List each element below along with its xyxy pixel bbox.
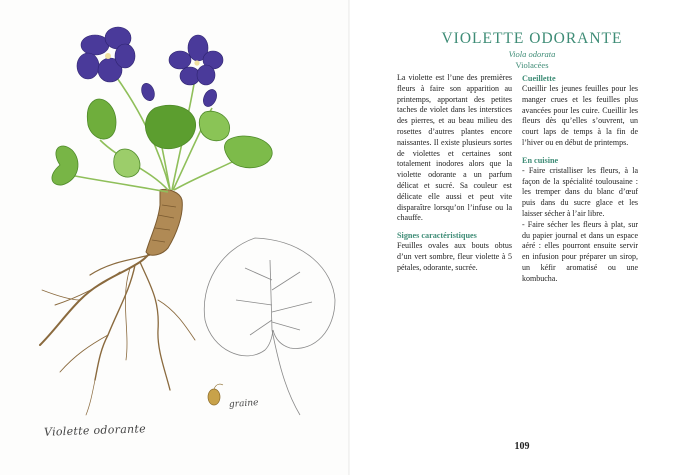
seed-drawing (208, 384, 223, 405)
text-column-right (522, 73, 638, 285)
handwritten-caption: Violette odorante (43, 422, 147, 439)
leaf-outline-drawing (204, 238, 335, 415)
cueillette-paragraph: Cueillir les jeunes feuilles pour les manger crues et les feuilles plus avancées pour les cuire. Cueillir les fleurs dès qu’elles s’ouvrent, un court laps de temps à la fin de l’hiver ou en début de printemps. (522, 84, 638, 147)
plant-family: Violacées (515, 60, 549, 70)
cueillette-heading: Cueillette (522, 74, 556, 83)
rhizome-drawing (146, 189, 182, 255)
violet-flowers-drawing (77, 27, 223, 109)
page-title: VIOLETTE ODORANTE (441, 30, 623, 47)
cuisine-item-2: - Faire sécher les fleurs à plat, sur du papier journal et dans un espace aéré : elles pourront ensuite servir en infusion pour préparer un sirop, un kéfir aromatisé ou une kombucha. (522, 219, 638, 283)
signes-paragraph: Feuilles ovales aux bouts obtus d’un vert sombre, fleur violette à 5 pétales, odorante, sucrée. (397, 241, 512, 272)
intro-paragraph: La violette est l’une des premières fleurs à faire son apparition au printemps, apportant des petites taches de violet dans les interstices des pierres, et au beau milieu des rosettes d’autres plantes encore naissantes. Il existe plusieurs sortes de violettes et certaines sont totalement inodores alors que la violette odorante a un parfum délicat et sucré. Sa couleur est délicate elle aussi et peut vite disparaître lorsqu’on l’infuse ou la chauffe. (397, 73, 512, 223)
signes-heading: Signes caractéristiques (397, 231, 477, 241)
page-number: 109 (514, 441, 530, 452)
leaves-drawing (52, 99, 272, 185)
text-column-left (397, 73, 512, 274)
seed-label: graine (228, 397, 259, 411)
cuisine-heading: En cuisine (522, 155, 559, 165)
latin-name: Viola odorata (508, 49, 556, 59)
cuisine-item-1: - Faire cristalliser les fleurs, à la façon de la spécialité toulousaine : les tremper dans du blanc d’œuf puis dans du sucre glace et les laisser sécher à l’air libre. (522, 165, 638, 218)
